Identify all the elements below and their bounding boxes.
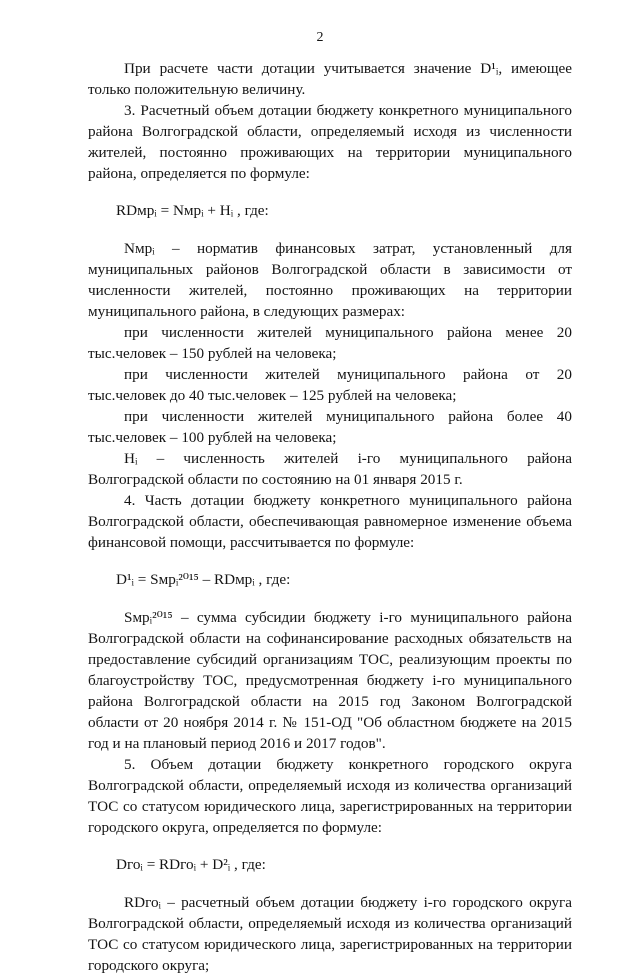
paragraph-tier-under-20k: при численности жителей муниципального района менее 20 тыс.человек – 150 рублей на человека; (88, 324, 572, 362)
paragraph-item-3: 3. Расчетный объем дотации бюджету конкретного муниципального района Волгоградской области, определяемый исходя из численности жителей, постоянно проживающих на территории муниципального района, определяется по формуле: (88, 102, 572, 182)
paragraph-item-4: 4. Часть дотации бюджету конкретного муниципального района Волгоградской области, обеспечивающая равномерное изменение объема финансовой помощи, рассчитывается по формуле: (88, 492, 572, 551)
document-body (88, 58, 572, 976)
paragraph-tier-over-40k: при численности жителей муниципального района более 40 тыс.человек – 100 рублей на человека; (88, 408, 572, 446)
formula-dgo: Dгоᵢ = RDгоᵢ + D²ᵢ , где: (116, 856, 266, 873)
paragraph-rdgo-definition: RDгоᵢ – расчетный объем дотации бюджету i-го городского округа Волгоградской области, определяемый исходя из количества организаций ТОС со статусом юридического лица, зарегистрированных на территории городского округа; (88, 894, 572, 974)
paragraph-nmr-definition: Nмрᵢ – норматив финансовых затрат, установленный для муниципальных районов Волгоградской области в зависимости от численности жителей, постоянно проживающих на территории муниципального района, в следующих размерах: (88, 240, 572, 320)
paragraph-hi-definition: Hᵢ – численность жителей i-го муниципального района Волгоградской области по состоянию на 01 января 2015 г. (88, 450, 572, 488)
paragraph-tier-20k-40k: при численности жителей муниципального района от 20 тыс.человек до 40 тыс.человек – 125 рублей на человека; (88, 366, 572, 404)
formula-rdmr: RDмрᵢ = Nмрᵢ + Hᵢ , где: (116, 202, 269, 219)
paragraph-dotation-note: При расчете части дотации учитывается значение D¹ᵢ, имеющее только положительную величину. (88, 60, 572, 98)
paragraph-item-5: 5. Объем дотации бюджету конкретного городского округа Волгоградской области, определяемый исходя из количества организаций ТОС со статусом юридического лица, зарегистрированных на территории городского округа, определяется по формуле: (88, 756, 572, 836)
paragraph-smr-definition: Sмрᵢ²⁰¹⁵ – сумма субсидии бюджету i-го муниципального района Волгоградской области на софинансирование расходных обязательств на предоставление субсидий организациям ТОС, реализующим проекты по благоустройству ТОС, предусмотренная бюджету i-го муниципального района Волгоградской области на 2015 год Законом Волгоградской области от 20 ноября 2014 г. № 151-ОД "Об областном бюджете на 2015 год и на плановый период 2016 и 2017 годов". (88, 609, 572, 752)
formula-d1: D¹ᵢ = Sмрᵢ²⁰¹⁵ – RDмрᵢ , где: (116, 571, 291, 588)
page-number: 2 (316, 30, 324, 45)
